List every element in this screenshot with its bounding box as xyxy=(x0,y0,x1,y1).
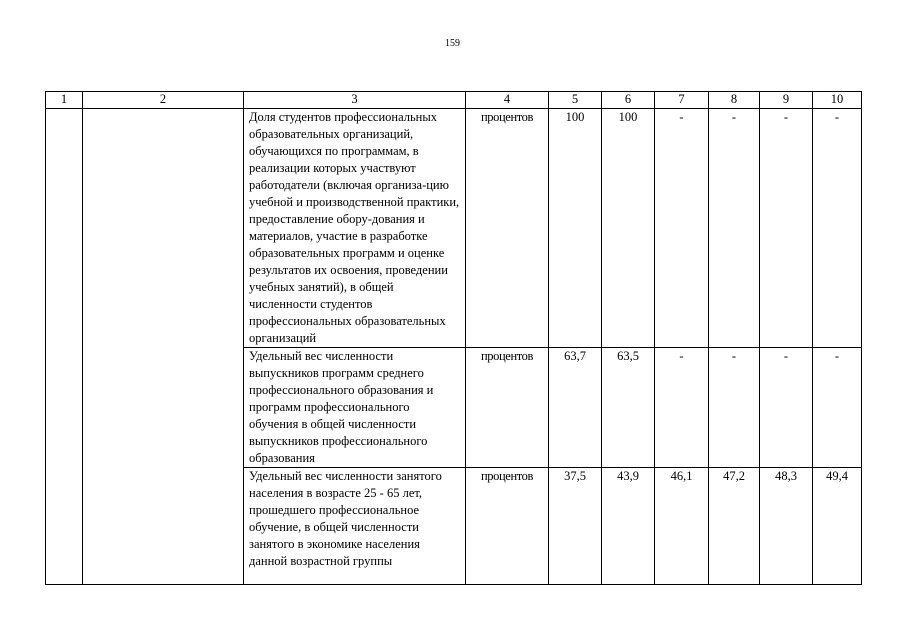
value-cell: 43,9 xyxy=(602,468,655,585)
column-2-cell xyxy=(83,109,244,585)
value-cell: 100 xyxy=(549,109,602,348)
column-header: 4 xyxy=(466,92,549,109)
table-row xyxy=(46,109,862,348)
value-cell: - xyxy=(655,109,709,348)
value-cell: 100 xyxy=(602,109,655,348)
column-1-cell xyxy=(46,109,83,585)
indicators-table xyxy=(45,91,862,585)
value-cell: 37,5 xyxy=(549,468,602,585)
column-header: 5 xyxy=(549,92,602,109)
unit-cell: процентов xyxy=(466,109,549,348)
value-cell: - xyxy=(760,109,813,348)
value-cell: 47,2 xyxy=(709,468,760,585)
column-header: 10 xyxy=(813,92,862,109)
value-cell: 63,5 xyxy=(602,348,655,468)
value-cell: - xyxy=(760,348,813,468)
value-cell: - xyxy=(813,348,862,468)
value-cell: 48,3 xyxy=(760,468,813,585)
page-number: 159 xyxy=(445,38,460,49)
value-cell: - xyxy=(813,109,862,348)
column-header: 9 xyxy=(760,92,813,109)
unit-cell: процентов xyxy=(466,348,549,468)
value-cell: - xyxy=(655,348,709,468)
column-header: 2 xyxy=(83,92,244,109)
value-cell: 49,4 xyxy=(813,468,862,585)
value-cell: 46,1 xyxy=(655,468,709,585)
unit-cell: процентов xyxy=(466,468,549,585)
header-row xyxy=(46,92,862,109)
value-cell: 63,7 xyxy=(549,348,602,468)
indicator-cell: Удельный вес численности выпускников программ среднего профессионального образования и программ профессионального обучения в общей численности выпускников профессионального образования xyxy=(244,348,466,468)
value-cell: - xyxy=(709,348,760,468)
column-header: 6 xyxy=(602,92,655,109)
value-cell: - xyxy=(709,109,760,348)
column-header: 7 xyxy=(655,92,709,109)
column-header: 1 xyxy=(46,92,83,109)
indicator-cell: Удельный вес численности занятого населения в возрасте 25 - 65 лет, прошедшего профессиональное обучение, в общей численности занятого в экономике населения данной возрастной группы xyxy=(244,468,466,585)
indicator-cell: Доля студентов профессиональных образовательных организаций, обучающихся по программам, в реализации которых участвуют работодатели (включая организа-цию учебной и производственной практики, предоставление обору-дования и материалов, участие в разработке образовательных программ и оценке результатов их освоения, проведении учебных занятий), в общей численности студентов профессиональных образовательных организаций xyxy=(244,109,466,348)
column-header: 8 xyxy=(709,92,760,109)
column-header: 3 xyxy=(244,92,466,109)
